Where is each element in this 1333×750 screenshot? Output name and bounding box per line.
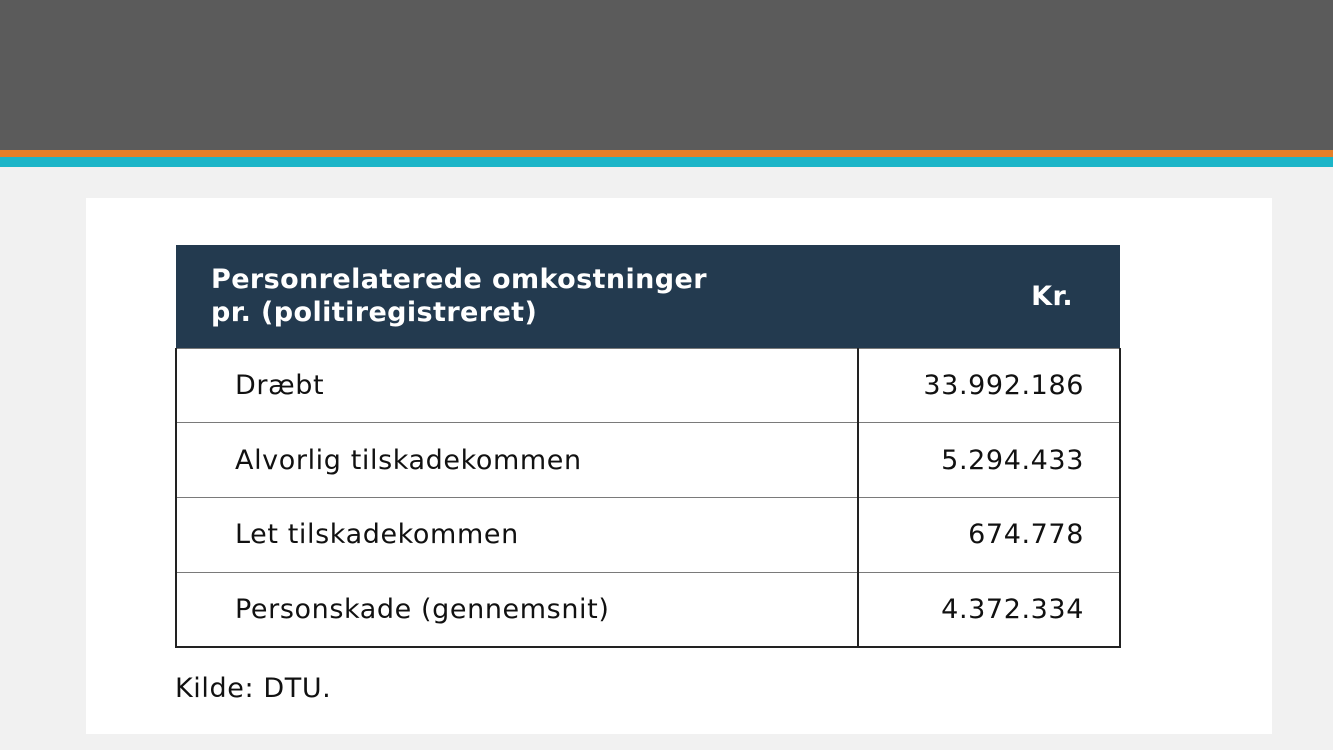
table-row [176,572,1120,647]
table-header-row [176,245,1120,348]
accent-stripe-orange [0,150,1333,157]
row-label: Dræbt [176,348,858,423]
row-label: Alvorlig tilskadekommen [176,423,858,498]
row-value: 5.294.433 [858,423,1120,498]
header-bar [0,0,1333,150]
cost-table [175,245,1121,648]
row-label: Let tilskadekommen [176,498,858,573]
header-label-line2: pr. (politiregistreret) [211,297,538,329]
accent-stripe-teal [0,157,1333,167]
row-value: 33.992.186 [858,348,1120,423]
header-currency: Kr. [858,245,1120,348]
row-value: 674.778 [858,498,1120,573]
table-row [176,348,1120,423]
table-row [176,498,1120,573]
source-note: Kilde: DTU. [175,673,332,704]
header-label-line1: Personrelaterede omkostninger [211,264,707,296]
table-row [176,423,1120,498]
row-value: 4.372.334 [858,572,1120,647]
header-cost-category [176,245,858,348]
row-label: Personskade (gennemsnit) [176,572,858,647]
